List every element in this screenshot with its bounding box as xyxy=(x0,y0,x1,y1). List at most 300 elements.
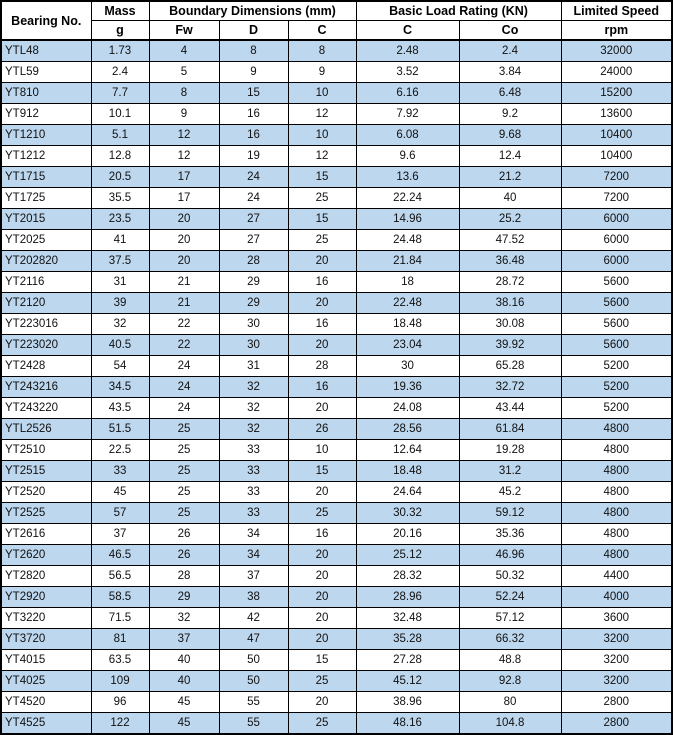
d-cell: 29 xyxy=(219,293,288,314)
load-c-cell: 27.28 xyxy=(356,650,459,671)
fw-cell: 20 xyxy=(149,209,219,230)
table-row xyxy=(1,251,672,272)
header-mass-unit: g xyxy=(91,21,149,41)
header-row-groups xyxy=(1,1,672,21)
d-cell: 38 xyxy=(219,587,288,608)
fw-cell: 25 xyxy=(149,503,219,524)
mass-cell: 46.5 xyxy=(91,545,149,566)
mass-cell: 37.5 xyxy=(91,251,149,272)
load-co-cell: 52.24 xyxy=(459,587,561,608)
load-co-cell: 65.28 xyxy=(459,356,561,377)
c-cell: 16 xyxy=(288,524,356,545)
d-cell: 33 xyxy=(219,503,288,524)
load-c-cell: 22.48 xyxy=(356,293,459,314)
fw-cell: 24 xyxy=(149,398,219,419)
fw-cell: 25 xyxy=(149,461,219,482)
mass-cell: 31 xyxy=(91,272,149,293)
mass-cell: 43.5 xyxy=(91,398,149,419)
bearing-no-cell: YT2025 xyxy=(1,230,91,251)
load-c-cell: 24.08 xyxy=(356,398,459,419)
c-cell: 20 xyxy=(288,566,356,587)
bearing-no-cell: YT2520 xyxy=(1,482,91,503)
speed-cell: 10400 xyxy=(561,125,672,146)
c-cell: 15 xyxy=(288,461,356,482)
header-load-co: Co xyxy=(459,21,561,41)
c-cell: 10 xyxy=(288,440,356,461)
speed-cell: 5200 xyxy=(561,356,672,377)
load-co-cell: 36.48 xyxy=(459,251,561,272)
fw-cell: 12 xyxy=(149,125,219,146)
load-c-cell: 21.84 xyxy=(356,251,459,272)
d-cell: 8 xyxy=(219,40,288,62)
bearing-no-cell: YT2525 xyxy=(1,503,91,524)
load-co-cell: 104.8 xyxy=(459,713,561,735)
table-row xyxy=(1,440,672,461)
c-cell: 20 xyxy=(288,335,356,356)
fw-cell: 32 xyxy=(149,608,219,629)
mass-cell: 57 xyxy=(91,503,149,524)
table-row xyxy=(1,188,672,209)
load-c-cell: 32.48 xyxy=(356,608,459,629)
table-row xyxy=(1,650,672,671)
load-c-cell: 48.16 xyxy=(356,713,459,735)
mass-cell: 51.5 xyxy=(91,419,149,440)
table-row xyxy=(1,545,672,566)
table-row xyxy=(1,356,672,377)
c-cell: 20 xyxy=(288,293,356,314)
header-boundary-dimensions: Boundary Dimensions (mm) xyxy=(149,1,356,21)
header-speed-unit: rpm xyxy=(561,21,672,41)
mass-cell: 20.5 xyxy=(91,167,149,188)
d-cell: 19 xyxy=(219,146,288,167)
load-c-cell: 28.32 xyxy=(356,566,459,587)
load-c-cell: 19.36 xyxy=(356,377,459,398)
fw-cell: 9 xyxy=(149,104,219,125)
table-row xyxy=(1,629,672,650)
load-co-cell: 3.84 xyxy=(459,62,561,83)
mass-cell: 37 xyxy=(91,524,149,545)
c-cell: 16 xyxy=(288,377,356,398)
load-c-cell: 30 xyxy=(356,356,459,377)
table-row xyxy=(1,587,672,608)
table-row xyxy=(1,608,672,629)
fw-cell: 25 xyxy=(149,482,219,503)
load-co-cell: 21.2 xyxy=(459,167,561,188)
load-co-cell: 92.8 xyxy=(459,671,561,692)
d-cell: 27 xyxy=(219,230,288,251)
fw-cell: 20 xyxy=(149,251,219,272)
load-co-cell: 28.72 xyxy=(459,272,561,293)
load-co-cell: 47.52 xyxy=(459,230,561,251)
load-co-cell: 6.48 xyxy=(459,83,561,104)
table-row xyxy=(1,40,672,62)
load-c-cell: 20.16 xyxy=(356,524,459,545)
bearing-no-cell: YT1715 xyxy=(1,167,91,188)
mass-cell: 2.4 xyxy=(91,62,149,83)
bearing-no-cell: YT1210 xyxy=(1,125,91,146)
speed-cell: 3200 xyxy=(561,650,672,671)
table-row xyxy=(1,167,672,188)
table-row xyxy=(1,671,672,692)
load-co-cell: 48.8 xyxy=(459,650,561,671)
d-cell: 50 xyxy=(219,650,288,671)
speed-cell: 5600 xyxy=(561,314,672,335)
mass-cell: 96 xyxy=(91,692,149,713)
table-row xyxy=(1,125,672,146)
mass-cell: 39 xyxy=(91,293,149,314)
c-cell: 15 xyxy=(288,167,356,188)
fw-cell: 45 xyxy=(149,713,219,735)
mass-cell: 109 xyxy=(91,671,149,692)
table-row xyxy=(1,209,672,230)
mass-cell: 22.5 xyxy=(91,440,149,461)
table-row xyxy=(1,146,672,167)
c-cell: 15 xyxy=(288,650,356,671)
c-cell: 12 xyxy=(288,146,356,167)
d-cell: 30 xyxy=(219,335,288,356)
d-cell: 34 xyxy=(219,524,288,545)
speed-cell: 3600 xyxy=(561,608,672,629)
header-mass: Mass xyxy=(91,1,149,21)
fw-cell: 26 xyxy=(149,524,219,545)
mass-cell: 12.8 xyxy=(91,146,149,167)
c-cell: 25 xyxy=(288,713,356,735)
c-cell: 25 xyxy=(288,503,356,524)
mass-cell: 35.5 xyxy=(91,188,149,209)
speed-cell: 5600 xyxy=(561,293,672,314)
load-co-cell: 9.68 xyxy=(459,125,561,146)
d-cell: 27 xyxy=(219,209,288,230)
speed-cell: 13600 xyxy=(561,104,672,125)
load-co-cell: 12.4 xyxy=(459,146,561,167)
load-c-cell: 38.96 xyxy=(356,692,459,713)
load-co-cell: 32.72 xyxy=(459,377,561,398)
speed-cell: 3200 xyxy=(561,629,672,650)
d-cell: 33 xyxy=(219,440,288,461)
fw-cell: 25 xyxy=(149,440,219,461)
header-limited-speed: Limited Speed xyxy=(561,1,672,21)
bearing-no-cell: YT202820 xyxy=(1,251,91,272)
bearing-no-cell: YT4525 xyxy=(1,713,91,735)
fw-cell: 12 xyxy=(149,146,219,167)
bearing-no-cell: YT3720 xyxy=(1,629,91,650)
load-c-cell: 18 xyxy=(356,272,459,293)
fw-cell: 4 xyxy=(149,40,219,62)
bearing-no-cell: YT243220 xyxy=(1,398,91,419)
mass-cell: 71.5 xyxy=(91,608,149,629)
table-row xyxy=(1,461,672,482)
bearing-no-cell: YT1212 xyxy=(1,146,91,167)
bearing-no-cell: YT2428 xyxy=(1,356,91,377)
speed-cell: 4800 xyxy=(561,440,672,461)
load-co-cell: 25.2 xyxy=(459,209,561,230)
fw-cell: 25 xyxy=(149,419,219,440)
c-cell: 26 xyxy=(288,419,356,440)
c-cell: 28 xyxy=(288,356,356,377)
load-co-cell: 66.32 xyxy=(459,629,561,650)
load-c-cell: 24.64 xyxy=(356,482,459,503)
d-cell: 15 xyxy=(219,83,288,104)
header-load-c: C xyxy=(356,21,459,41)
speed-cell: 5600 xyxy=(561,272,672,293)
table-row xyxy=(1,230,672,251)
d-cell: 33 xyxy=(219,482,288,503)
table-row xyxy=(1,335,672,356)
speed-cell: 24000 xyxy=(561,62,672,83)
bearing-no-cell: YT223020 xyxy=(1,335,91,356)
load-c-cell: 28.96 xyxy=(356,587,459,608)
c-cell: 15 xyxy=(288,209,356,230)
load-c-cell: 9.6 xyxy=(356,146,459,167)
load-c-cell: 35.28 xyxy=(356,629,459,650)
speed-cell: 4800 xyxy=(561,545,672,566)
speed-cell: 6000 xyxy=(561,209,672,230)
load-c-cell: 7.92 xyxy=(356,104,459,125)
speed-cell: 3200 xyxy=(561,671,672,692)
bearing-no-cell: YT4025 xyxy=(1,671,91,692)
c-cell: 16 xyxy=(288,314,356,335)
load-c-cell: 12.64 xyxy=(356,440,459,461)
fw-cell: 26 xyxy=(149,545,219,566)
bearing-no-cell: YT2015 xyxy=(1,209,91,230)
d-cell: 24 xyxy=(219,188,288,209)
speed-cell: 6000 xyxy=(561,251,672,272)
mass-cell: 63.5 xyxy=(91,650,149,671)
bearing-no-cell: YT2620 xyxy=(1,545,91,566)
fw-cell: 17 xyxy=(149,188,219,209)
c-cell: 10 xyxy=(288,125,356,146)
mass-cell: 54 xyxy=(91,356,149,377)
bearing-no-cell: YT2510 xyxy=(1,440,91,461)
c-cell: 20 xyxy=(288,692,356,713)
load-c-cell: 3.52 xyxy=(356,62,459,83)
fw-cell: 24 xyxy=(149,356,219,377)
d-cell: 16 xyxy=(219,104,288,125)
header-fw: Fw xyxy=(149,21,219,41)
table-row xyxy=(1,713,672,735)
fw-cell: 21 xyxy=(149,272,219,293)
table-row xyxy=(1,293,672,314)
load-co-cell: 45.2 xyxy=(459,482,561,503)
mass-cell: 40.5 xyxy=(91,335,149,356)
mass-cell: 7.7 xyxy=(91,83,149,104)
c-cell: 20 xyxy=(288,608,356,629)
load-c-cell: 22.24 xyxy=(356,188,459,209)
speed-cell: 4800 xyxy=(561,461,672,482)
fw-cell: 21 xyxy=(149,293,219,314)
c-cell: 25 xyxy=(288,671,356,692)
bearing-no-cell: YT2820 xyxy=(1,566,91,587)
speed-cell: 15200 xyxy=(561,83,672,104)
mass-cell: 32 xyxy=(91,314,149,335)
table-row xyxy=(1,62,672,83)
c-cell: 12 xyxy=(288,104,356,125)
c-cell: 20 xyxy=(288,629,356,650)
mass-cell: 1.73 xyxy=(91,40,149,62)
bearing-no-cell: YTL48 xyxy=(1,40,91,62)
load-co-cell: 80 xyxy=(459,692,561,713)
speed-cell: 7200 xyxy=(561,188,672,209)
bearing-no-cell: YTL2526 xyxy=(1,419,91,440)
table-header xyxy=(1,1,672,40)
fw-cell: 28 xyxy=(149,566,219,587)
d-cell: 34 xyxy=(219,545,288,566)
bearing-no-cell: YT3220 xyxy=(1,608,91,629)
header-c: C xyxy=(288,21,356,41)
d-cell: 55 xyxy=(219,692,288,713)
load-c-cell: 30.32 xyxy=(356,503,459,524)
c-cell: 20 xyxy=(288,545,356,566)
mass-cell: 81 xyxy=(91,629,149,650)
table-body xyxy=(1,40,672,734)
table-row xyxy=(1,104,672,125)
bearing-no-cell: YT243216 xyxy=(1,377,91,398)
speed-cell: 4800 xyxy=(561,482,672,503)
load-co-cell: 46.96 xyxy=(459,545,561,566)
speed-cell: 2800 xyxy=(561,692,672,713)
mass-cell: 56.5 xyxy=(91,566,149,587)
load-c-cell: 23.04 xyxy=(356,335,459,356)
speed-cell: 4800 xyxy=(561,524,672,545)
bearing-no-cell: YTL59 xyxy=(1,62,91,83)
fw-cell: 8 xyxy=(149,83,219,104)
table-row xyxy=(1,503,672,524)
speed-cell: 7200 xyxy=(561,167,672,188)
mass-cell: 23.5 xyxy=(91,209,149,230)
fw-cell: 5 xyxy=(149,62,219,83)
bearing-no-cell: YT810 xyxy=(1,83,91,104)
d-cell: 55 xyxy=(219,713,288,735)
load-co-cell: 50.32 xyxy=(459,566,561,587)
load-co-cell: 2.4 xyxy=(459,40,561,62)
mass-cell: 41 xyxy=(91,230,149,251)
bearing-no-cell: YT2120 xyxy=(1,293,91,314)
c-cell: 20 xyxy=(288,251,356,272)
load-c-cell: 45.12 xyxy=(356,671,459,692)
speed-cell: 2800 xyxy=(561,713,672,735)
table-row xyxy=(1,314,672,335)
bearing-no-cell: YT223016 xyxy=(1,314,91,335)
d-cell: 28 xyxy=(219,251,288,272)
c-cell: 10 xyxy=(288,83,356,104)
load-c-cell: 25.12 xyxy=(356,545,459,566)
table-row xyxy=(1,377,672,398)
c-cell: 16 xyxy=(288,272,356,293)
fw-cell: 40 xyxy=(149,650,219,671)
load-co-cell: 59.12 xyxy=(459,503,561,524)
bearing-no-cell: YT2616 xyxy=(1,524,91,545)
speed-cell: 10400 xyxy=(561,146,672,167)
load-c-cell: 18.48 xyxy=(356,314,459,335)
speed-cell: 5200 xyxy=(561,398,672,419)
load-co-cell: 57.12 xyxy=(459,608,561,629)
load-co-cell: 39.92 xyxy=(459,335,561,356)
mass-cell: 122 xyxy=(91,713,149,735)
fw-cell: 17 xyxy=(149,167,219,188)
load-co-cell: 31.2 xyxy=(459,461,561,482)
load-co-cell: 19.28 xyxy=(459,440,561,461)
speed-cell: 6000 xyxy=(561,230,672,251)
d-cell: 32 xyxy=(219,419,288,440)
fw-cell: 22 xyxy=(149,335,219,356)
table-row xyxy=(1,83,672,104)
load-c-cell: 14.96 xyxy=(356,209,459,230)
table-row xyxy=(1,272,672,293)
c-cell: 25 xyxy=(288,188,356,209)
c-cell: 9 xyxy=(288,62,356,83)
load-co-cell: 35.36 xyxy=(459,524,561,545)
fw-cell: 29 xyxy=(149,587,219,608)
bearing-no-cell: YT2116 xyxy=(1,272,91,293)
d-cell: 24 xyxy=(219,167,288,188)
d-cell: 33 xyxy=(219,461,288,482)
load-c-cell: 6.08 xyxy=(356,125,459,146)
load-co-cell: 30.08 xyxy=(459,314,561,335)
load-co-cell: 9.2 xyxy=(459,104,561,125)
header-bearing-no: Bearing No. xyxy=(1,1,91,40)
mass-cell: 5.1 xyxy=(91,125,149,146)
header-d: D xyxy=(219,21,288,41)
d-cell: 9 xyxy=(219,62,288,83)
table-row xyxy=(1,566,672,587)
d-cell: 16 xyxy=(219,125,288,146)
d-cell: 32 xyxy=(219,377,288,398)
d-cell: 31 xyxy=(219,356,288,377)
speed-cell: 4000 xyxy=(561,587,672,608)
speed-cell: 5200 xyxy=(561,377,672,398)
mass-cell: 34.5 xyxy=(91,377,149,398)
bearing-no-cell: YT2515 xyxy=(1,461,91,482)
table-row xyxy=(1,692,672,713)
bearing-no-cell: YT4520 xyxy=(1,692,91,713)
header-row-units xyxy=(1,21,672,41)
load-co-cell: 38.16 xyxy=(459,293,561,314)
d-cell: 37 xyxy=(219,566,288,587)
mass-cell: 33 xyxy=(91,461,149,482)
load-c-cell: 13.6 xyxy=(356,167,459,188)
c-cell: 20 xyxy=(288,587,356,608)
table-row xyxy=(1,398,672,419)
fw-cell: 24 xyxy=(149,377,219,398)
bearing-no-cell: YT912 xyxy=(1,104,91,125)
fw-cell: 20 xyxy=(149,230,219,251)
header-basic-load-rating: Basic Load Rating (KN) xyxy=(356,1,561,21)
c-cell: 20 xyxy=(288,482,356,503)
table-row xyxy=(1,524,672,545)
speed-cell: 4400 xyxy=(561,566,672,587)
mass-cell: 45 xyxy=(91,482,149,503)
fw-cell: 22 xyxy=(149,314,219,335)
table-row xyxy=(1,419,672,440)
d-cell: 42 xyxy=(219,608,288,629)
fw-cell: 45 xyxy=(149,692,219,713)
load-c-cell: 6.16 xyxy=(356,83,459,104)
fw-cell: 40 xyxy=(149,671,219,692)
table-row xyxy=(1,482,672,503)
mass-cell: 58.5 xyxy=(91,587,149,608)
d-cell: 30 xyxy=(219,314,288,335)
c-cell: 20 xyxy=(288,398,356,419)
d-cell: 47 xyxy=(219,629,288,650)
d-cell: 50 xyxy=(219,671,288,692)
load-c-cell: 18.48 xyxy=(356,461,459,482)
speed-cell: 4800 xyxy=(561,503,672,524)
d-cell: 32 xyxy=(219,398,288,419)
mass-cell: 10.1 xyxy=(91,104,149,125)
load-co-cell: 43.44 xyxy=(459,398,561,419)
bearing-no-cell: YT2920 xyxy=(1,587,91,608)
load-c-cell: 2.48 xyxy=(356,40,459,62)
